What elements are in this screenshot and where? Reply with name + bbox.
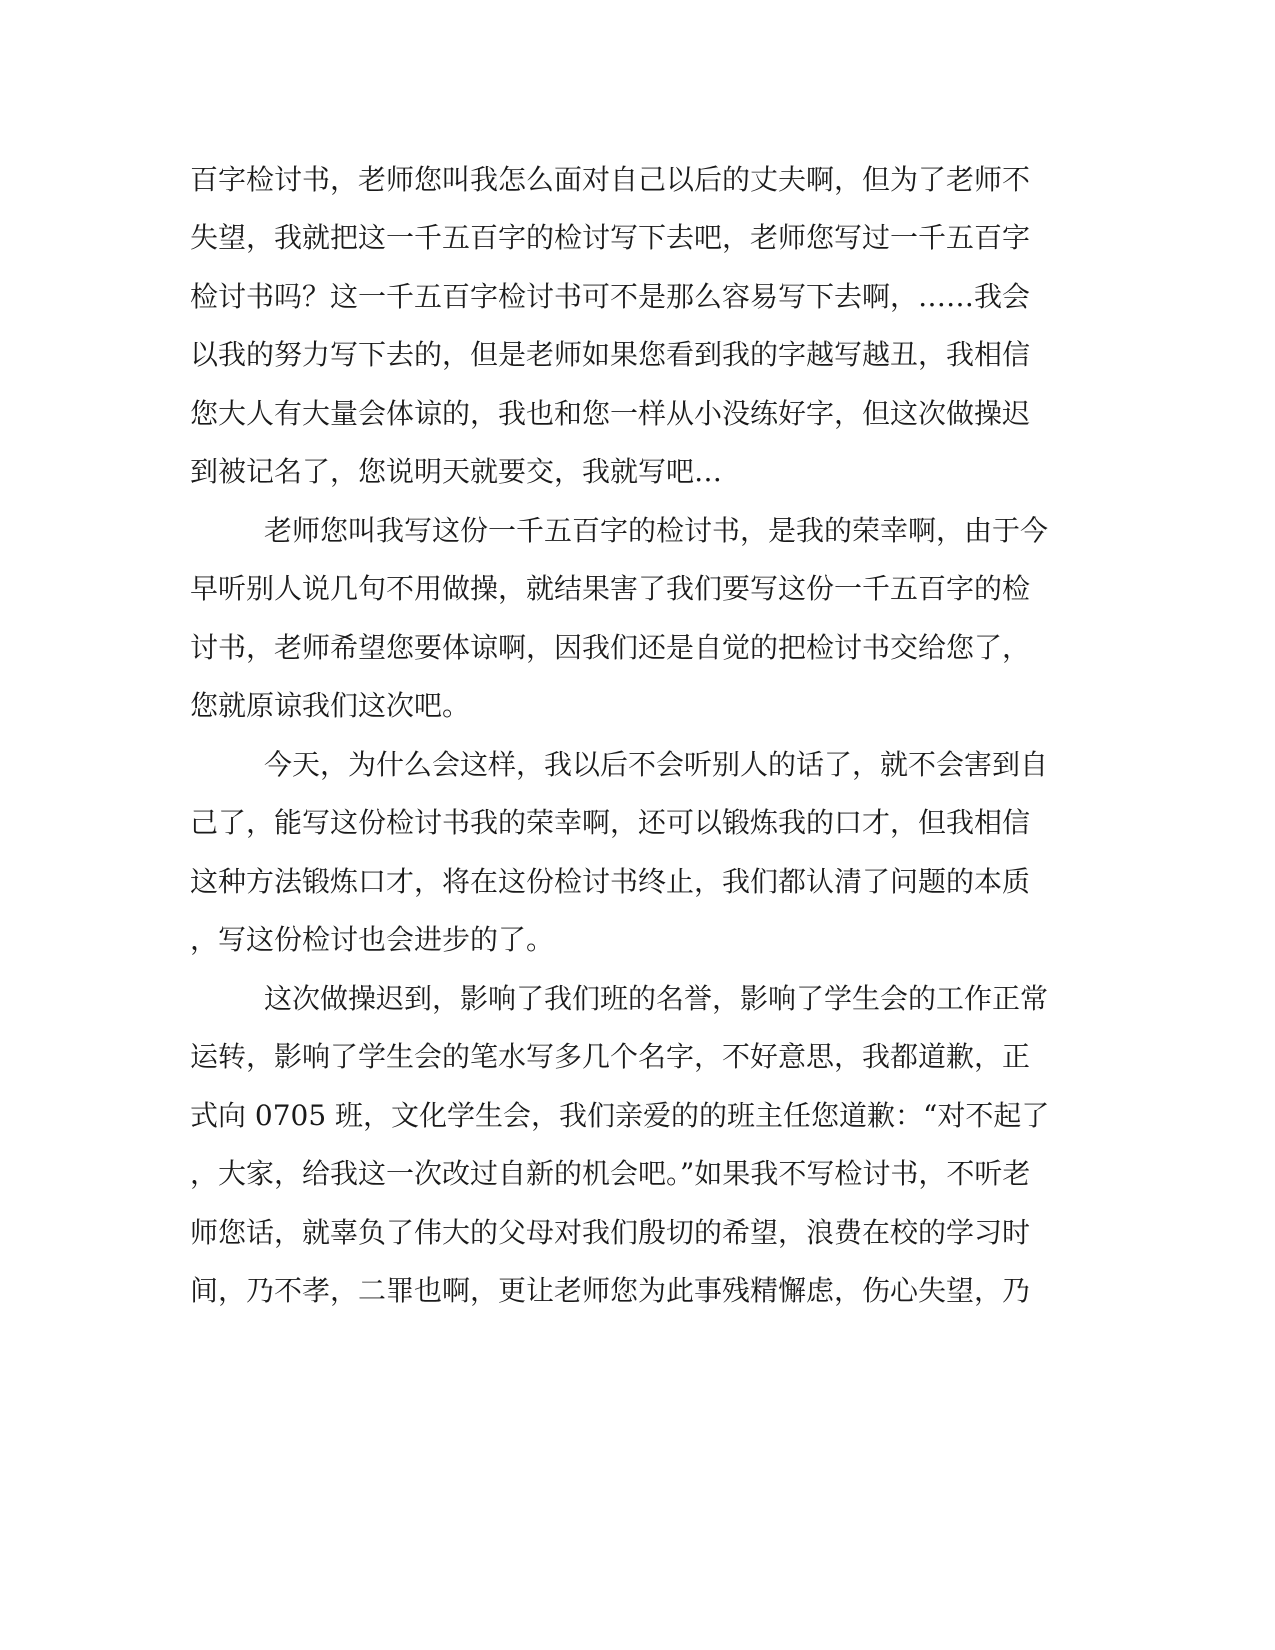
paragraph-1-line-1: 百字检讨书，老师您叫我怎么面对自己以后的丈夫啊，但为了老师不 (190, 163, 1031, 196)
paragraph-3-line-1: 今天，为什么会这样，我以后不会听别人的话了，就不会害到自 (264, 748, 1049, 781)
paragraph-3-line-3: 这种方法锻炼口才，将在这份检讨书终止，我们都认清了问题的本质 (190, 865, 1031, 898)
paragraph-4-line-3: 式向 0705 班，文化学生会，我们亲爱的的班主任您道歉：“对不起了 (190, 1099, 1050, 1132)
paragraph-2-line-4: 您就原谅我们这次吧。 (190, 689, 471, 722)
paragraph-1-line-2: 失望，我就把这一千五百字的检讨写下去吧，老师您写过一千五百字 (190, 221, 1031, 254)
paragraph-4-line-5: 师您话，就辜负了伟大的父母对我们殷切的希望，浪费在校的学习时 (190, 1216, 1031, 1249)
paragraph-4-line-2: 运转，影响了学生会的笔水写多几个名字，不好意思，我都道歉，正 (190, 1040, 1031, 1073)
paragraph-4-line-6: 间，乃不孝，二罪也啊，更让老师您为此事残精懈虑，伤心失望，乃 (190, 1274, 1031, 1307)
paragraph-4-line-4: ，大家，给我这一次改过自新的机会吧。”如果我不写检讨书，不听老 (190, 1157, 1031, 1190)
paragraph-2-line-2: 早听别人说几句不用做操，就结果害了我们要写这份一千五百字的检 (190, 572, 1031, 605)
paragraph-2-line-3: 讨书，老师希望您要体谅啊，因我们还是自觉的把检讨书交给您了， (190, 631, 1031, 664)
paragraph-1-line-3: 检讨书吗？这一千五百字检讨书可不是那么容易写下去啊，……我会 (190, 280, 1031, 313)
paragraph-1-line-6: 到被记名了，您说明天就要交，我就写吧… (190, 455, 723, 488)
paragraph-3-line-4: ，写这份检讨也会进步的了。 (190, 923, 555, 956)
paragraph-3-line-2: 己了，能写这份检讨书我的荣幸啊，还可以锻炼我的口才，但我相信 (190, 806, 1031, 839)
paragraph-4-line-1: 这次做操迟到，影响了我们班的名誉，影响了学生会的工作正常 (264, 982, 1049, 1015)
paragraph-1-line-4: 以我的努力写下去的，但是老师如果您看到我的字越写越丑，我相信 (190, 338, 1031, 371)
paragraph-2-line-1: 老师您叫我写这份一千五百字的检讨书，是我的荣幸啊，由于今 (264, 514, 1049, 547)
paragraph-1-line-5: 您大人有大量会体谅的，我也和您一样从小没练好字，但这次做操迟 (190, 397, 1031, 430)
